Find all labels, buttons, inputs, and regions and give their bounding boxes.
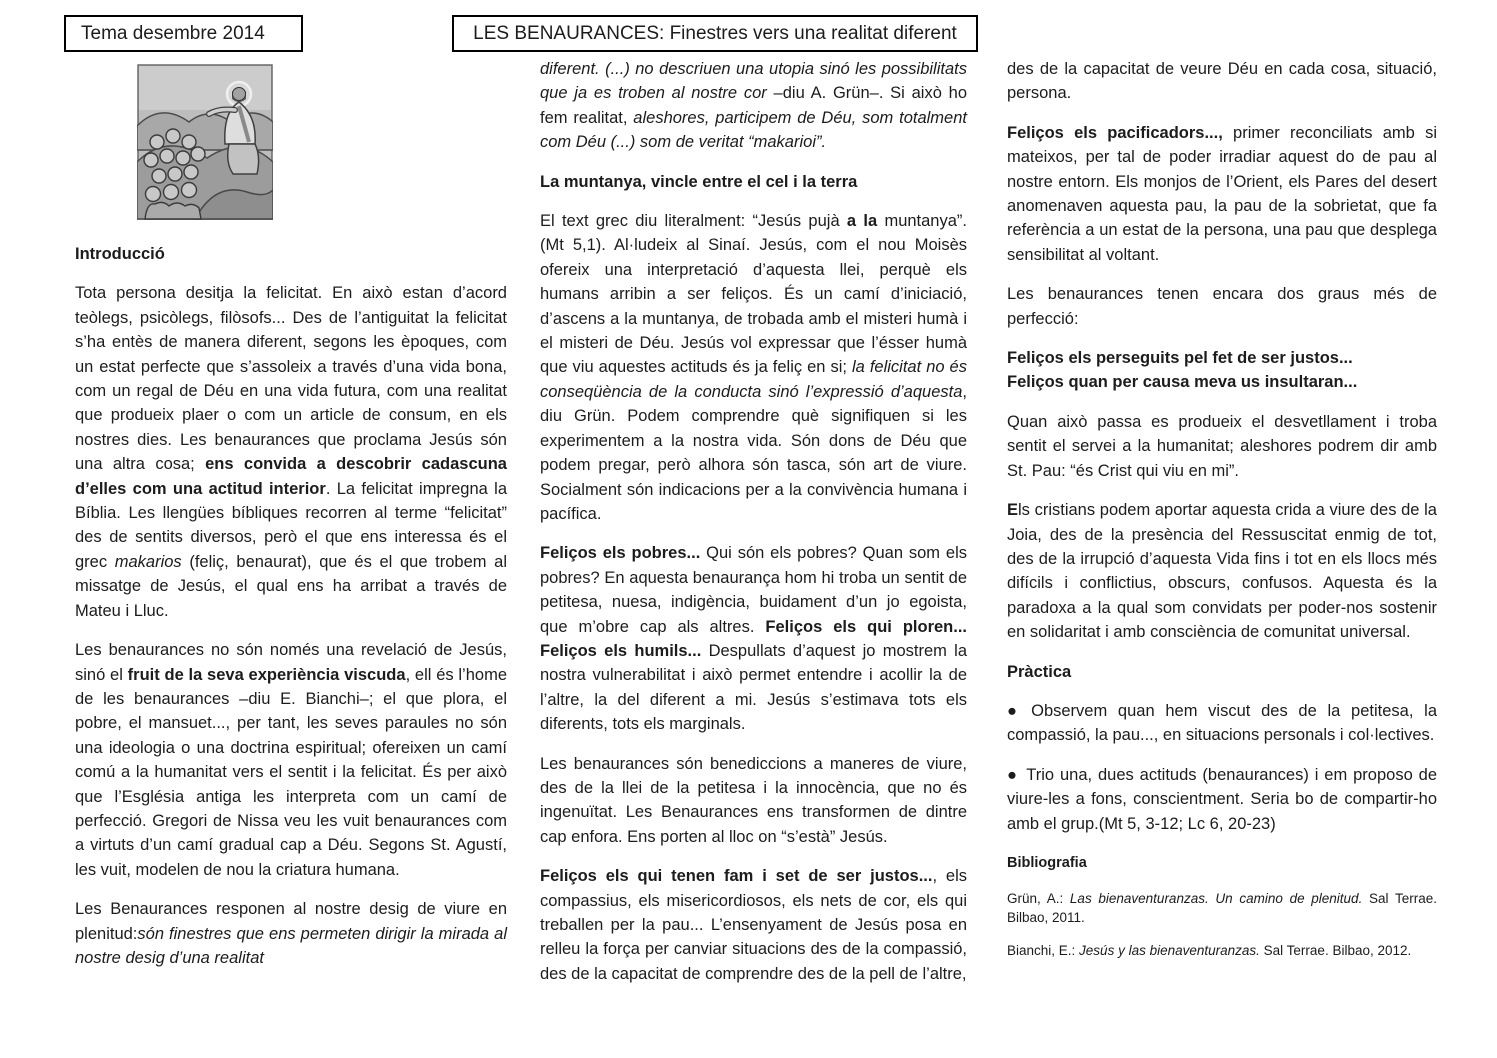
column-left (75, 60, 507, 985)
text-run: Bianchi, E.: (1007, 943, 1080, 959)
practice-bullet-1 (1007, 699, 1437, 748)
bold-initial: E (1007, 501, 1019, 520)
sermon-on-the-mount-illustration (137, 64, 273, 220)
mountain-paragraph (540, 209, 967, 526)
text-run: muntanya”. (Mt 5,1). Al·ludeix al Sinaí. Jesús, com el nou Moisès ofereix una interpretació d’aquesta llei, perquè els humans arribin a ser feliços. És un camí d’iniciació, d’ascens a la muntanya, de trobada amb el misteri humà i el misteri de Déu. Jesús vol expressar que l’ésser humà que viu aquestes actituds és ja feliç en si; (540, 212, 967, 377)
bold-emphasis: fruit de la seva experiència viscuda (127, 665, 406, 684)
beatitude-phrase: Feliços els qui tenen fam i set de ser justos... (540, 867, 933, 886)
intro-heading: Introducció (75, 245, 165, 263)
italic-term: makarios (114, 552, 182, 571)
bibliography-heading: Bibliografia (1007, 854, 1087, 871)
christians-paragraph (1007, 498, 1437, 644)
intro-paragraph-3 (75, 897, 507, 970)
text-run: Sal Terrae. Bilbao, 2011. (1007, 891, 1437, 926)
text-run: Tota persona desitja la felicitat. En això estan d’acord teòlegs, psicòlegs, filòsofs... Des de l’antiguitat la felicitat s’ha entès de manera diferent, segons les èpoques, com un estat perfecte que s’assoleix a través d’una vida bona, com un regal de Déu en una vida futura, com una realitat que produeix plaer o com un article de consum, en els nostres dies. Les benaurances que proclama Jesús són una altra cosa; (75, 284, 507, 474)
practice-bullet-2 (1007, 763, 1437, 836)
text-run: Trio una, dues actituds (benaurances) i em proposo de viure-les a fons, conscientment. Seria bo de compartir-ho amb el grup.(Mt 5, 3-12; Lc 6, 20-23) (1007, 765, 1437, 833)
bold-emphasis: a la (846, 212, 878, 231)
text-run: El text grec diu literalment: “Jesús pujà (540, 212, 847, 231)
bullet-icon: ● (1007, 701, 1024, 720)
italic-quote: diferent. (...) no descriuen una utopia sinó les possibilitats que ja es troben al nostre cor (540, 60, 967, 103)
italic-quote: la felicitat no és conseqüència de la conducta sinó l’expressió d’aquesta (540, 358, 967, 401)
book-title: Las bienaventuranzas. Un camino de plenitud. (1069, 891, 1363, 907)
text-run: Qui són els pobres? Quan som els pobres? En aquesta benaurança hom hi troba un sentit de petitesa, nuesa, indigència, buidament d’un jo egoista, que m’obre cap als altres. (540, 544, 967, 636)
intro-paragraph-2 (75, 638, 507, 882)
text-run: Les Benaurances responen al nostre desig de viure en plenitud: (75, 900, 507, 943)
beatitude-phrase: Feliços els pobres... (540, 544, 701, 563)
blessings-paragraph (540, 752, 967, 850)
text-run: –diu A. Grün–. Si això ho fem realitat, (540, 84, 967, 127)
text-run: (feliç, benaurat), que és el que trobem al missatge de Jesús, el qual ens ha arribat a través de Mateu i Lluc. (75, 552, 507, 620)
bullet-icon: ● (1007, 765, 1019, 784)
text-run: Observem quan hem viscut des de la petitesa, la compassió, la pau..., en situacions personals i col·lectives. (1007, 701, 1437, 745)
degrees-paragraph (1007, 282, 1437, 331)
text-run: des de la capacitat de veure Déu en cada cosa, situació, persona. (1007, 60, 1437, 103)
text-run: Les benaurances no són només una revelació de Jesús, sinó el (75, 641, 507, 684)
italic-quote: aleshores, participem de Déu, som totalment com Déu (...) som de veritat “makarioi”. (540, 108, 967, 152)
tema-box (64, 15, 303, 52)
beatitude-phrase: Feliços els pacificadors..., (1007, 123, 1223, 142)
text-run: . La felicitat impregna la Bíblia. Les llengües bíbliques recorren al terme “felicitat” des de sentits diversos, però el que ens interessa és el grec (75, 479, 507, 571)
text-run: Quan això passa es produeix el desvetllament i troba sentit el servei a la humanitat; aleshores podrem dir amb St. Pau: “és Crist qui viu en mi”. (1007, 412, 1437, 480)
text-run: ls cristians podem aportar aquesta crida a viure des de la Joia, des de la presència del Ressuscitat enmig de tot, des de la irrupció d’aquesta Vida fins i tot en els llocs més difícils i conflictius, obscurs, confusos. Aquesta és la paradoxa a la qual som convidats per poder-nos sostenir en solidaritat i amb consciència de comunitat universal. (1007, 501, 1437, 642)
text-run: primer reconciliats amb si mateixos, per tal de poder irradiar aquest do de pau al nostre entorn. Els monjos de l’Orient, els Pares del desert anomenaven aquesta pau, la pau de la sobrietat, que fa referència a un estat de la persona, una pau que desplega sensibilitat al voltant. (1007, 123, 1437, 264)
beatitude-phrase: Feliços quan per causa meva us insultaran... (1007, 373, 1358, 392)
text-run: Les benaurances tenen encara dos graus més de perfecció: (1007, 285, 1437, 328)
text-run: , els compassius, els misericordiosos, els nets de cor, els qui treballen per la pau... L’ensenyament de Jesús posa en relleu la força per canviar situacions des de la compassió, des de la capacitat de comprendre des de la pell de l’altre, (540, 867, 967, 983)
italic-quote: són finestres que ens permeten dirigir la mirada al nostre desig d’una realitat (75, 924, 507, 967)
practica-heading: Pràctica (1007, 662, 1072, 681)
column-right (1007, 57, 1437, 974)
continuation-paragraph (1007, 57, 1437, 106)
beatitude-persecuted-paragraph (1007, 346, 1437, 395)
bold-emphasis: ens convida a descobrir cadascuna d’elles com una actitud interior (75, 455, 507, 498)
text-run: Despullats d’aquest jo mostrem la nostra vulnerabilitat i això permet entendre i acollir la de l’altre, la del diferent a mi. Jesús s’estimava tots els diferents, tots els marginals. (540, 641, 967, 734)
awakening-paragraph (1007, 410, 1437, 483)
intro-paragraph-1 (75, 281, 507, 623)
column-center (540, 57, 967, 1001)
bibliography-ref-1 (1007, 889, 1437, 927)
beatitude-justice-paragraph (540, 864, 967, 986)
text-run: Grün, A.: (1007, 891, 1070, 907)
book-title: Jesús y las bienaventuranzas. (1079, 943, 1260, 959)
bibliography-ref-2 (1007, 941, 1437, 960)
mountain-heading: La muntanya, vincle entre el cel i la terra (540, 172, 858, 191)
text-run: , ell és l’home de les benaurances –diu E. Bianchi–; el que plora, el pobre, el mansuet..., per tant, les seves paraules no són una ideologia o una doctrina espiritual; ofereixen un camí comú a la humanitat vers el sentit i la felicitat. És per això que l’Església antiga les interpreta com un camí de perfecció. Gregori de Nissa veu les vuit benaurances com a virtuts d’un camí gradual cap a Déu. Segons St. Agustí, les vuit, modelen de nou la criatura humana. (75, 665, 507, 879)
text-run: Sal Terrae. Bilbao, 2012. (1259, 943, 1412, 959)
text-run: Les benaurances són benediccions a maneres de viure, des de la llei de la petitesa i la innocència, que no és ingenuïtat. Les Benaurances ens transformen de dintre cap enfora. Ens porten al lloc on “s’està” Jesús. (540, 754, 967, 846)
crowd-figures (144, 129, 205, 219)
quote-paragraph (540, 57, 967, 155)
tema-label: Tema desembre 2014 (81, 22, 265, 44)
beatitude-phrase: Feliços els qui ploren... Feliços els humils... (540, 617, 967, 660)
beatitude-poor-paragraph (540, 541, 967, 736)
beatitude-peacemakers-paragraph (1007, 121, 1437, 267)
page-title: LES BENAURANCES: Finestres vers una realitat diferent (473, 22, 957, 44)
title-box (452, 15, 978, 52)
text-run: , diu Grün. Podem comprendre què signifiquen si les experimentem a la nostra vida. Són dons de Déu que podem pregar, però alhora són tasca, són art de viure. Socialment són indicacions per a la convivència humana i pacífica. (540, 382, 967, 523)
beatitude-phrase: Feliços els perseguits pel fet de ser justos... (1007, 349, 1353, 368)
